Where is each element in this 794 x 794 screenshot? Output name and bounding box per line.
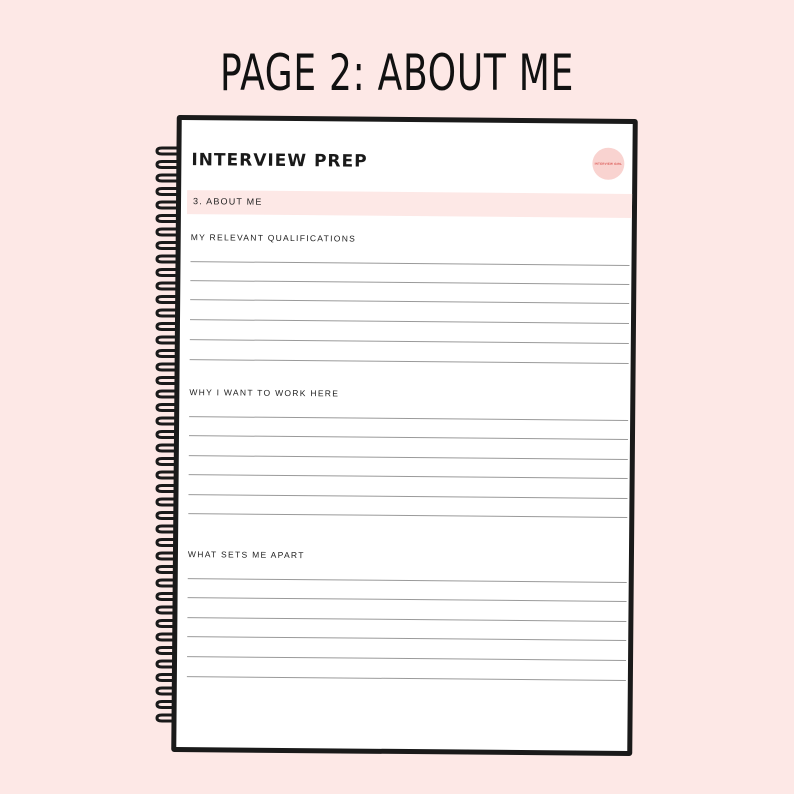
writing-line[interactable] — [187, 656, 626, 661]
prompt-why-work-here: WHY I WANT TO WORK HERE — [189, 387, 340, 399]
brand-logo-text: INTERVIEW GIRL — [594, 161, 623, 166]
writing-line[interactable] — [188, 578, 627, 583]
writing-line[interactable] — [190, 319, 629, 324]
prompt-sets-me-apart: WHAT SETS ME APART — [187, 549, 305, 561]
notebook-page — [171, 115, 638, 756]
writing-line[interactable] — [187, 617, 626, 622]
writing-line[interactable] — [188, 494, 627, 499]
writing-line[interactable] — [187, 676, 626, 681]
page-title: PAGE 2: ABOUT ME — [219, 44, 575, 102]
prompt-qualifications: MY RELEVANT QUALIFICATIONS — [190, 232, 357, 244]
writing-line[interactable] — [190, 339, 629, 344]
writing-line[interactable] — [190, 299, 629, 304]
writing-line[interactable] — [189, 435, 628, 440]
writing-line[interactable] — [189, 474, 628, 479]
writing-line[interactable] — [189, 416, 628, 421]
writing-line[interactable] — [191, 261, 630, 266]
section-label: 3. ABOUT ME — [192, 196, 263, 207]
writing-line[interactable] — [189, 455, 628, 460]
brand-logo — [592, 148, 624, 180]
writing-line[interactable] — [190, 280, 629, 285]
writing-line[interactable] — [188, 597, 627, 602]
writing-line[interactable] — [188, 513, 627, 518]
section-header — [187, 190, 632, 218]
writing-line[interactable] — [190, 359, 629, 364]
notebook-title: INTERVIEW PREP — [191, 150, 368, 172]
writing-line[interactable] — [187, 636, 626, 641]
